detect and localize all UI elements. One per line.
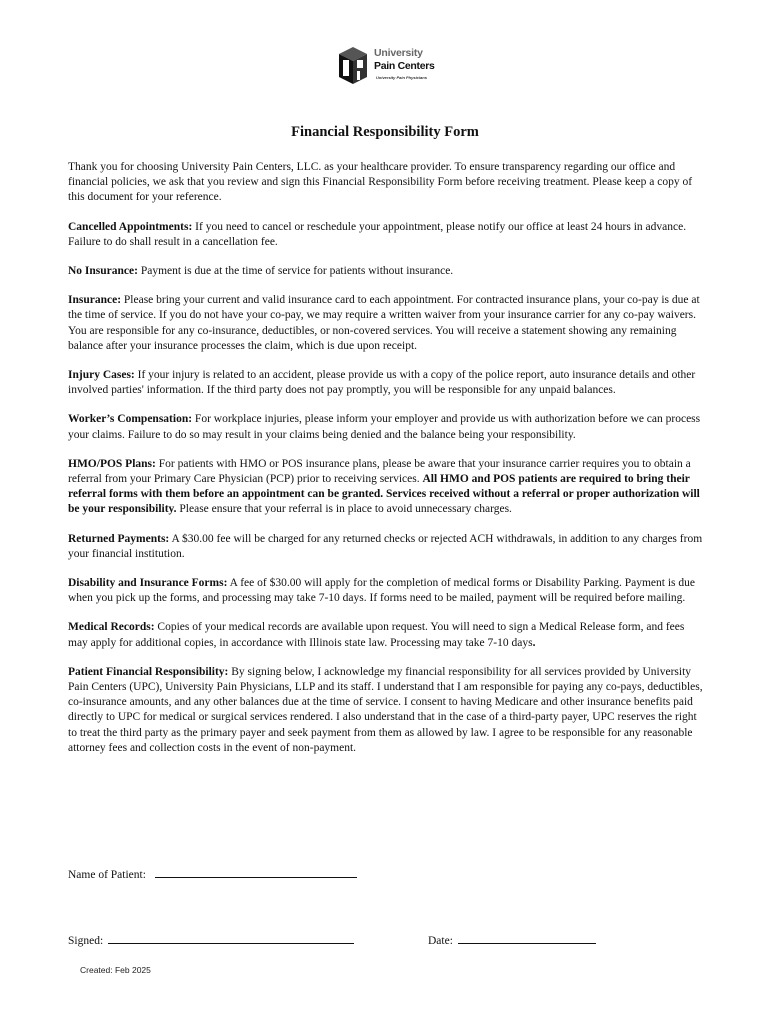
patient-name-label: Name of Patient: [68,869,146,881]
section-text: If your injury is related to an accident, please provide us with a copy of the police report, auto insurance details and other involved parties' information. If the third party does not pay promptly, you will be responsible for any unpaid balances. [68,369,696,397]
injury-cases-paragraph [68,368,704,398]
section-heading: Injury Cases: [68,369,135,382]
cancelled-appointments-paragraph [68,220,704,250]
section-tail-text: Please ensure that your referral is in place to avoid unnecessary charges. [176,503,512,516]
patient-name-line[interactable] [155,866,357,878]
signature-line[interactable] [108,932,354,944]
section-text: Payment is due at the time of service for patients without insurance. [137,265,454,278]
logo-tagline: University Pain Physicians [376,75,427,80]
section-heading: HMO/POS Plans: [68,457,156,470]
intro-paragraph: Thank you for choosing University Pain Centers, LLC. as your healthcare provider. To ensure transparency regarding our office and financial policies, we ask that you review and sign this Financial Responsibility Form before receiving treatment. Please keep a copy of this document for your reference. [68,161,693,204]
insurance-paragraph [68,293,704,354]
date-line[interactable] [458,932,596,944]
form-title: Financial Responsibility Form [291,124,479,140]
patient-name-row [68,866,357,883]
date-row [428,932,596,949]
hmo-pos-plans-paragraph [68,457,704,518]
section-text: If you need to cancel or reschedule your appointment, please notify our office at least 24 hours in advance. Failure to do shall result in a cancellation fee. [68,220,687,248]
workers-compensation-paragraph [68,412,704,442]
medical-records-paragraph [68,620,704,650]
logo-text-pain-centers: Pain Centers [374,60,435,72]
section-bold-text: All HMO and POS patients are required to bring their referral forms with them before an appointment can be granted. Services received without a referral or proper authorization will be your responsibility. [68,473,700,516]
upc-logo-mark-icon [337,44,373,88]
section-text: For patients with HMO or POS insurance plans, please be aware that your insurance carrier requires you to obtain a referral from your Primary Care Physician (PCP) prior to receiving services. [68,457,691,486]
date-label: Date: [428,935,453,947]
section-text: A fee of $30.00 will apply for the completion of medical forms or Disability Parking. Payment is due when you pick up the forms, and processing may take 7-10 days. If forms need to be mailed, payment will be required before mailing. [68,577,696,605]
section-tail-text: . [532,636,536,649]
section-text: By signing below, I acknowledge my financial responsibility for all services provided by University Pain Centers (UPC), University Pain Physicians, LLP and its staff. I understand that I am responsible for paying any co-pays, deductibles, co-insurance amounts, and any other balances due at the time of service. I consent to having Medicare and other insurance benefits paid directly to UPC for medical or surgical services rendered. I also understand that in the case of a third-party payer, UPC reserves the right to treat the third party as the primary payer and seek payment from them as allowed by law. I agree to be responsible for any reasonable attorney fees and collection costs in the event of non-payment. [68,665,703,754]
section-heading: Cancelled Appointments: [68,220,193,233]
university-pain-centers-logo [337,44,449,88]
section-heading: Patient Financial Responsibility: [68,665,229,678]
patient-financial-responsibility-paragraph [68,665,704,756]
section-heading: Returned Payments: [68,532,170,545]
section-heading: Disability and Insurance Forms: [68,577,228,590]
form-body [68,160,704,770]
signature-row [68,932,354,949]
disability-forms-paragraph [68,576,704,606]
section-text: A $30.00 fee will be charged for any returned checks or rejected ACH withdrawals, in addition to any charges from your financial institution. [68,532,703,560]
no-insurance-paragraph [68,264,704,279]
returned-payments-paragraph [68,532,704,562]
section-text: Copies of your medical records are available upon request. You will need to sign a Medical Release form, and fees may apply for additional copies, in accordance with Illinois state law. Processing may take 7-10 days [68,621,685,649]
section-heading: No Insurance: [68,265,138,278]
signed-label: Signed: [68,935,104,947]
section-heading: Worker’s Compensation: [68,413,193,426]
section-text: Please bring your current and valid insurance card to each appointment. For contracted insurance plans, your co-pay is due at the time of service. If you do not have your co-pay, we may require a written waiver from your insurance carrier for any co-pay waivers. You are responsible for any co-insurance, deductibles, or non-covered services. You will receive a statement showing any remaining balance after your insurance processes the claim, which is due upon receipt. [68,294,700,352]
section-heading: Insurance: [68,294,122,307]
section-text: For workplace injuries, please inform your employer and provide us with authorization before we can process your claims. Failure to do so may result in your claims being denied and the balance being your responsibility. [68,413,701,441]
created-date-footer: Created: Feb 2025 [80,965,151,975]
section-heading: Medical Records: [68,621,155,634]
logo-text-university: University [374,47,423,59]
